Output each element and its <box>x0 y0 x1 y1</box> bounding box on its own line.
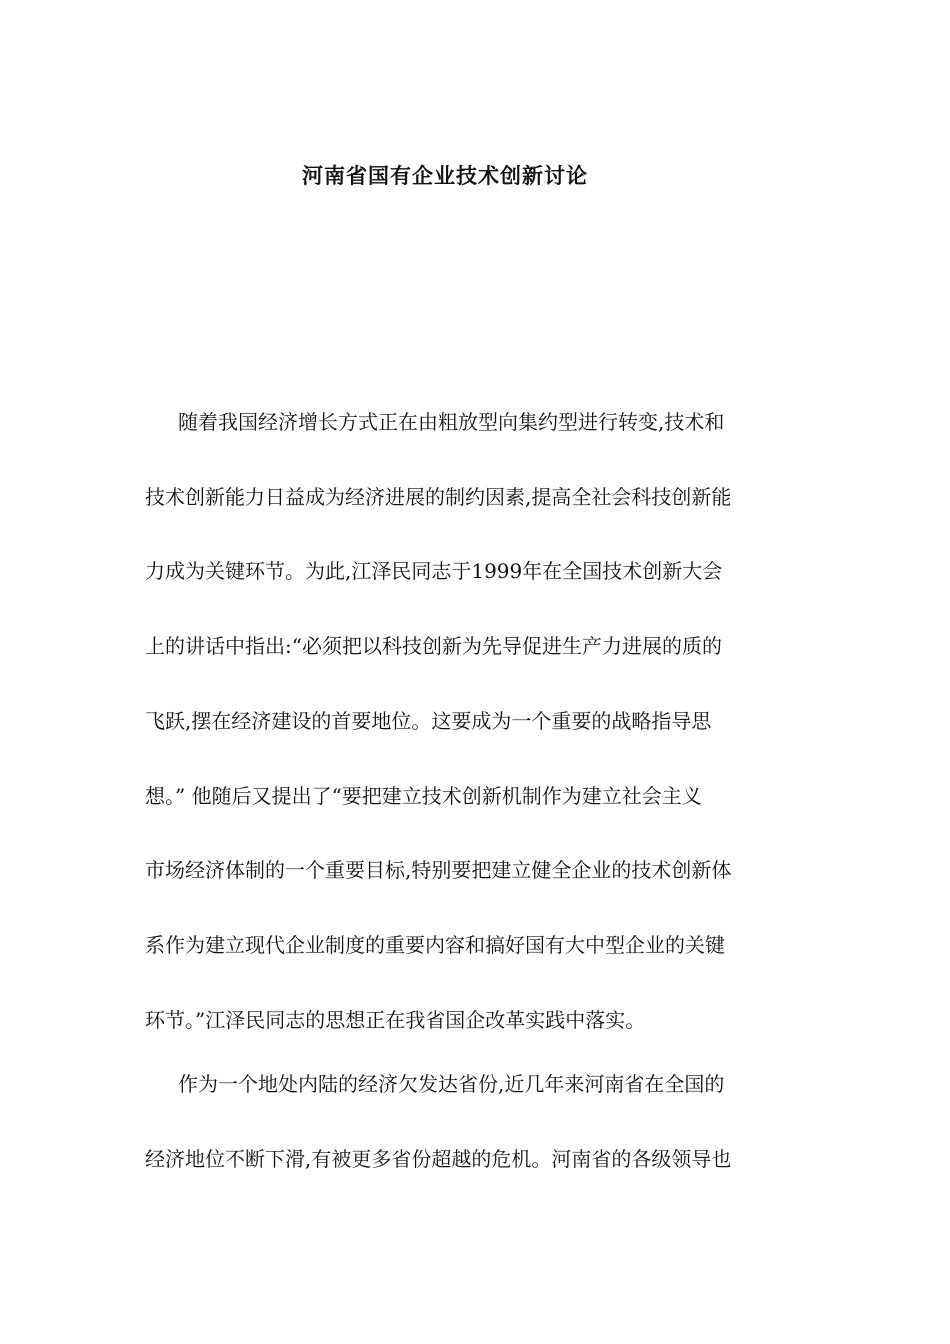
paragraph-line: 环节。”江泽民同志的思想正在我省国企改革实践中落实。 <box>145 1008 646 1032</box>
paragraph-line: 想。” 他随后又提出了“要把建立技术创新机制作为建立社会主义 <box>145 784 702 808</box>
paragraph-line: 市场经济体制的一个重要目标,特别要把建立健全企业的技术创新体 <box>145 858 732 882</box>
paragraph-line: 随着我国经济增长方式正在由粗放型向集约型进行转变,技术和 <box>178 410 725 434</box>
document-title: 河南省国有企业技术创新讨论 <box>302 163 588 188</box>
paragraph-line: 上的讲话中指出:“必须把以科技创新为先导促进生产力进展的质的 <box>145 634 722 658</box>
paragraph-line: 作为一个地处内陆的经济欠发达省份,近几年来河南省在全国的 <box>178 1072 725 1096</box>
paragraph-line: 飞跃,摆在经济建设的首要地位。这要成为一个重要的战略指导思 <box>145 709 712 733</box>
paragraph-line: 力成为关键环节。为此,江泽民同志于1999年在全国技术创新大会 <box>145 559 723 583</box>
paragraph-line: 经济地位不断下滑,有被更多省份超越的危机。河南省的各级领导也 <box>145 1147 732 1171</box>
paragraph-line: 技术创新能力日益成为经济进展的制约因素,提高全社会科技创新能 <box>145 485 732 509</box>
paragraph-line: 系作为建立现代企业制度的重要内容和搞好国有大中型企业的关键 <box>145 933 725 957</box>
